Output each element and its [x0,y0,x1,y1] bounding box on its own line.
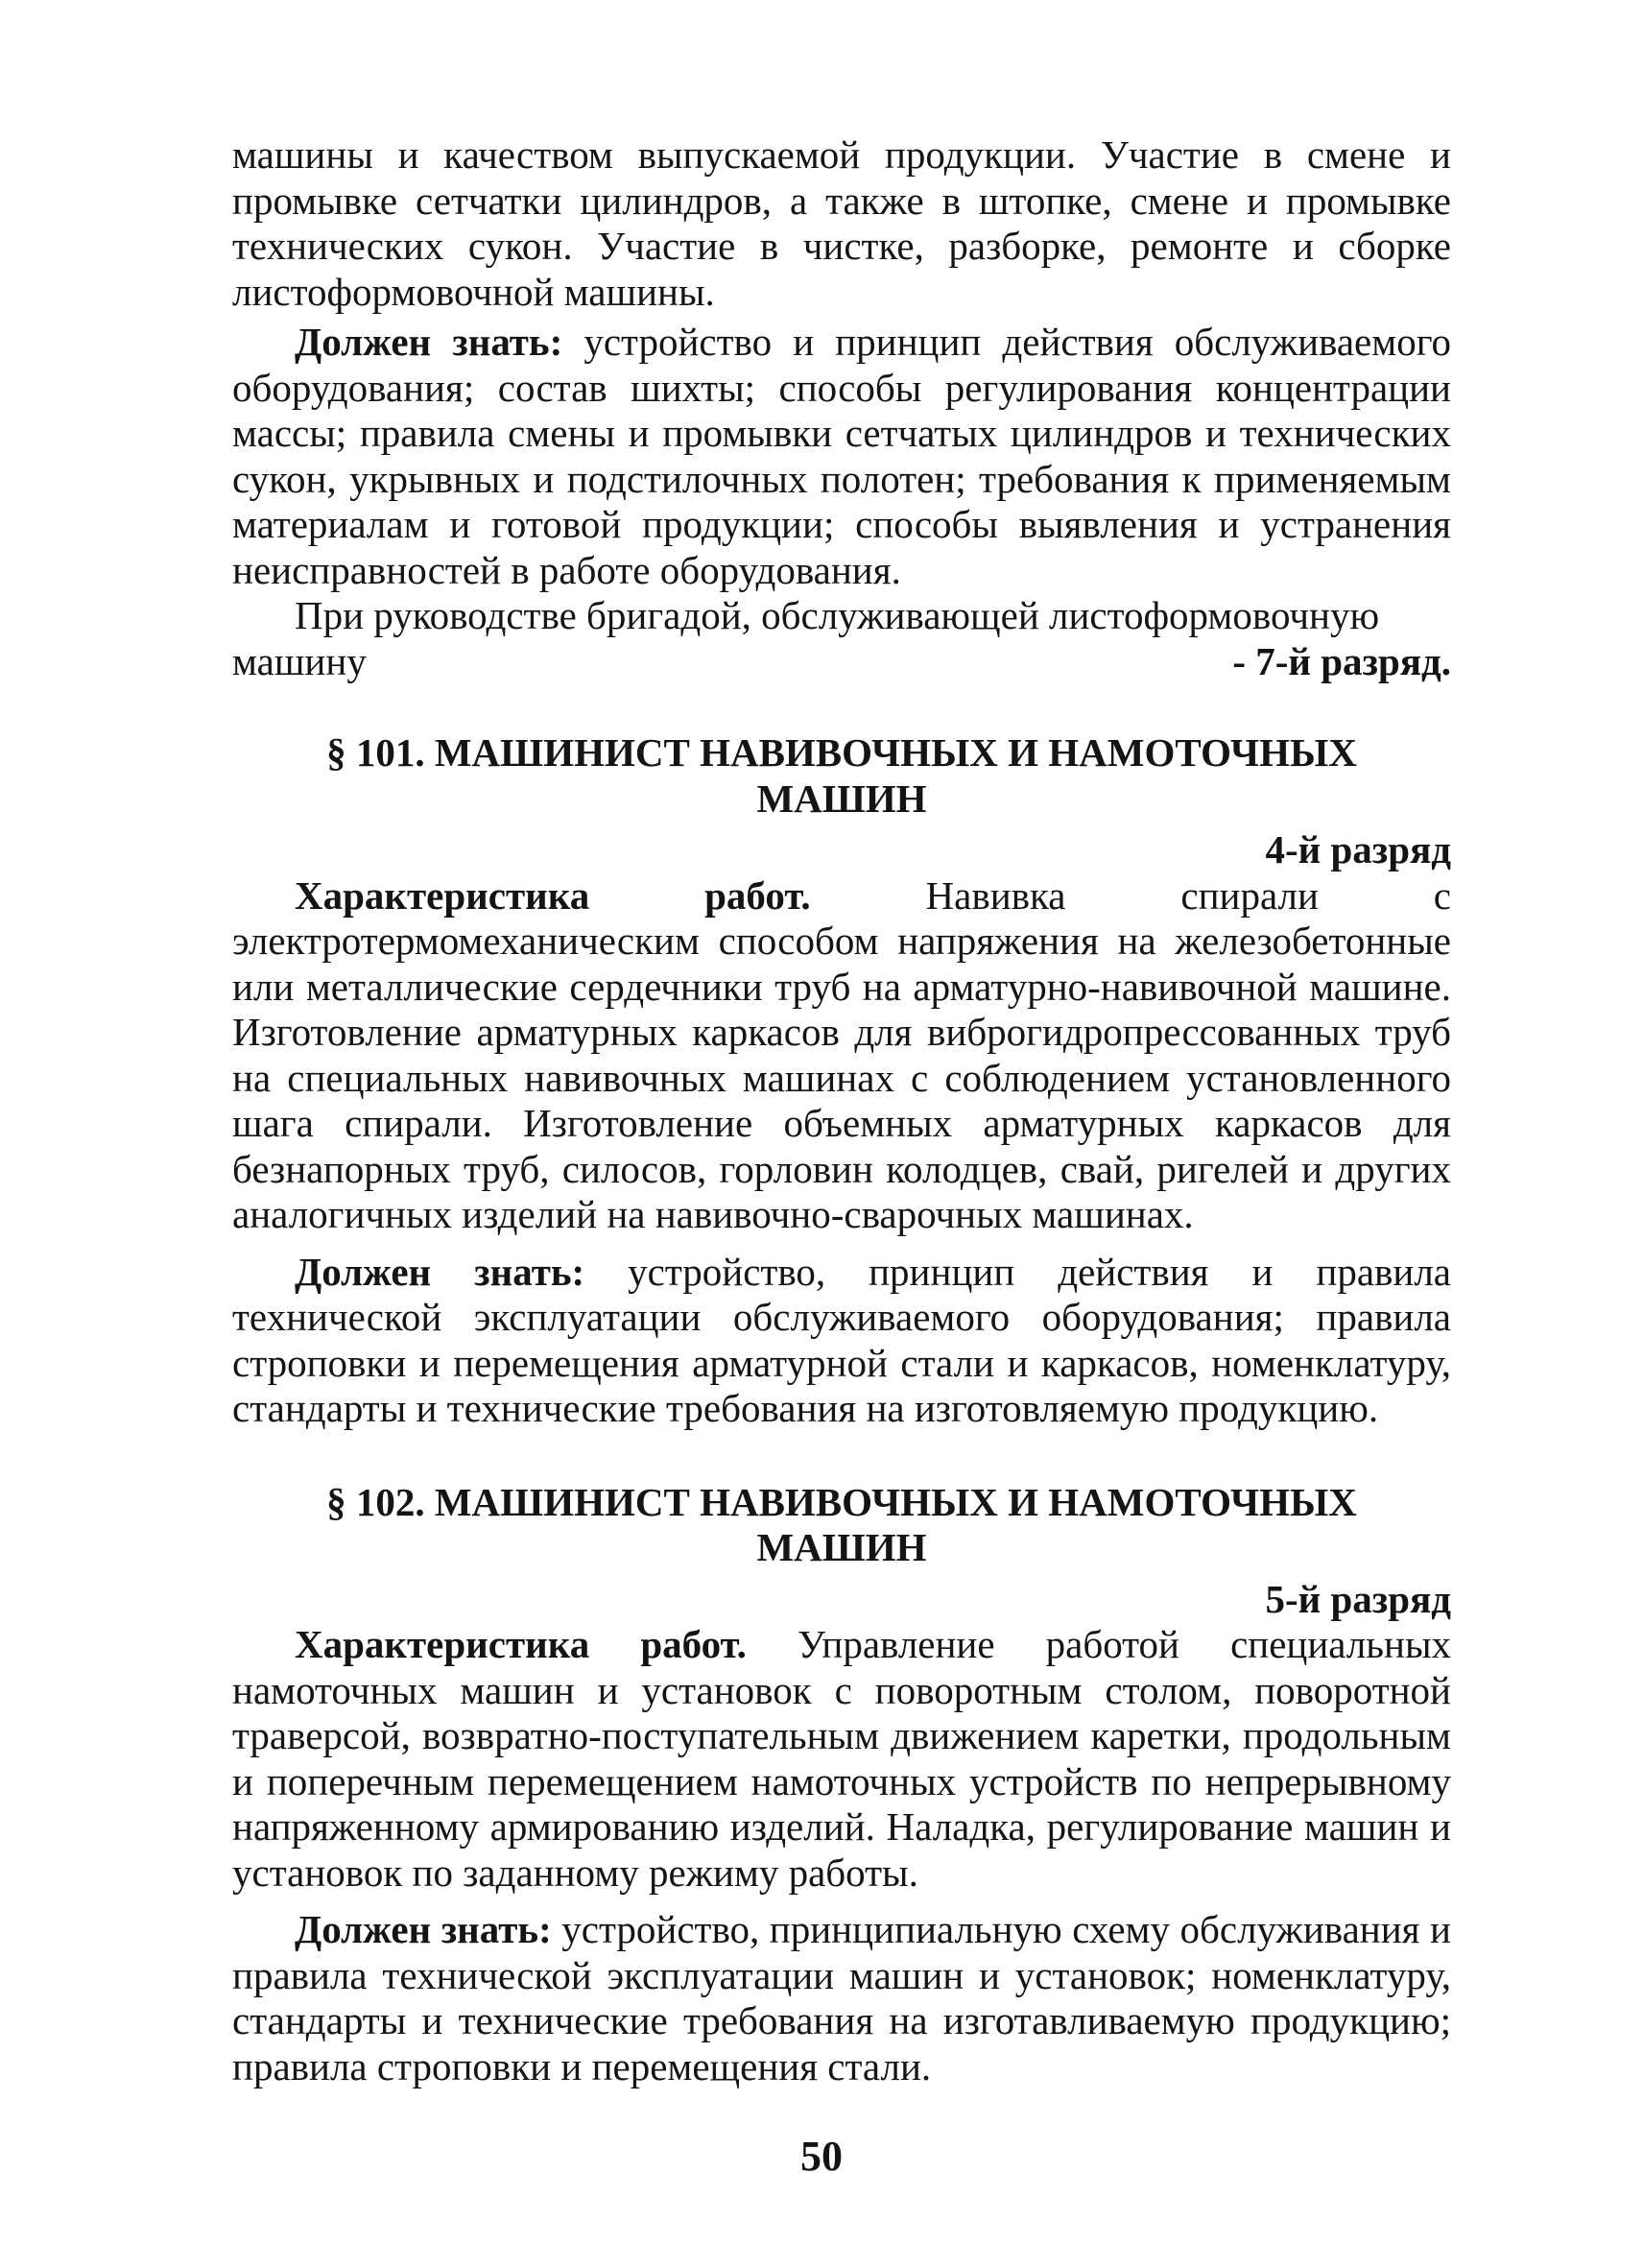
section-102-work-paragraph [232,1622,1451,1896]
brigade-tail-left: машину [232,638,367,683]
work-label: Характеристика работ. [295,872,811,918]
knowledge-label: Должен знать: [295,1907,552,1951]
knowledge-text: устройство, принцип действия и правила технической эксплуатации обслуживаемого оборудования; правила строповки и перемещения арматурной стали и каркасов, номенклатуру, стандарты и технические требования на изготовляемую продукцию. [232,1249,1451,1430]
section-101-title [232,730,1451,822]
brigade-grade: - 7-й разряд. [1232,638,1451,683]
work-label: Характеристика работ. [295,1622,747,1666]
document-page [232,132,1451,2089]
section-102-title-line1: § 102. МАШИНИСТ НАВИВОЧНЫХ И НАМОТОЧНЫХ [326,1479,1357,1524]
knowledge-paragraph-prev [232,320,1451,593]
brigade-tail [232,639,1451,685]
section-101-work-paragraph [232,873,1451,1238]
section-102 [232,1480,1451,2090]
brigade-text: При руководстве бригадой, обслуживающей листоформовочную [295,593,1380,637]
page-number: 50 [800,2133,843,2180]
section-102-title [232,1480,1451,1571]
brigade-paragraph [232,593,1451,684]
intro-paragraph: машины и качеством выпускаемой продукции. Участие в смене и промывке сетчатки цилиндров, а также в штопке, смене и промывке технических сукон. Участие в чистке, разборке, ремонте и сборке листоформовочной машины. [232,132,1451,314]
knowledge-text: устройство, принципиальную схему обслуживания и правила технической эксплуатации машин и установок; номенклатуру, стандарты и технические требования на изготавливаемую продукцию; правила строповки и перемещения стали. [232,1907,1451,2089]
section-101-knowledge-paragraph [232,1250,1451,1432]
work-text: Навивка спирали с электротермомеханическим способом напряжения на железобетонные или металлические сердечники труб на арматурно-навивочной машине. Изготовление арматурных каркасов для виброгидропрессованных труб на специальных навивочных машинах с соблюдением установленного шага спирали. Изготовление объемных арматурных каркасов для безнапорных труб, силосов, горловин колодцев, свай, ригелей и других аналогичных изделий на навивочно-сварочных машинах. [232,872,1451,1236]
knowledge-label: Должен знать: [295,1249,585,1294]
section-101 [232,730,1451,1432]
section-102-knowledge-paragraph [232,1907,1451,2089]
section-102-title-line2: МАШИН [756,1525,927,1569]
knowledge-label: Должен знать: [295,320,563,364]
work-text: Управление работой специальных намоточных машин и установок с поворотным столом, поворотной траверсой, возвратно-поступательным движением каретки, продольным и поперечным перемещением намоточных устройств по непрерывному напряженному армированию изделий. Наладка, регулирование машин и установок по заданному режиму работы. [232,1622,1451,1895]
section-101-rank: 4-й разряд [1265,827,1451,871]
section-102-rank: 5-й разряд [1265,1576,1451,1621]
section-101-title-line1: § 101. МАШИНИСТ НАВИВОЧНЫХ И НАМОТОЧНЫХ [326,730,1357,775]
knowledge-text: устройство и принцип действия обслуживаемого оборудования; состав шихты; способы регулирования концентрации массы; правила смены и промывки сетчатых цилиндров и технических сукон, укрывных и подстилочных полотен; требования к применяемым материалам и готовой продукции; способы выявления и устранения неисправностей в работе оборудования. [232,320,1451,592]
section-101-title-line2: МАШИН [756,776,927,821]
